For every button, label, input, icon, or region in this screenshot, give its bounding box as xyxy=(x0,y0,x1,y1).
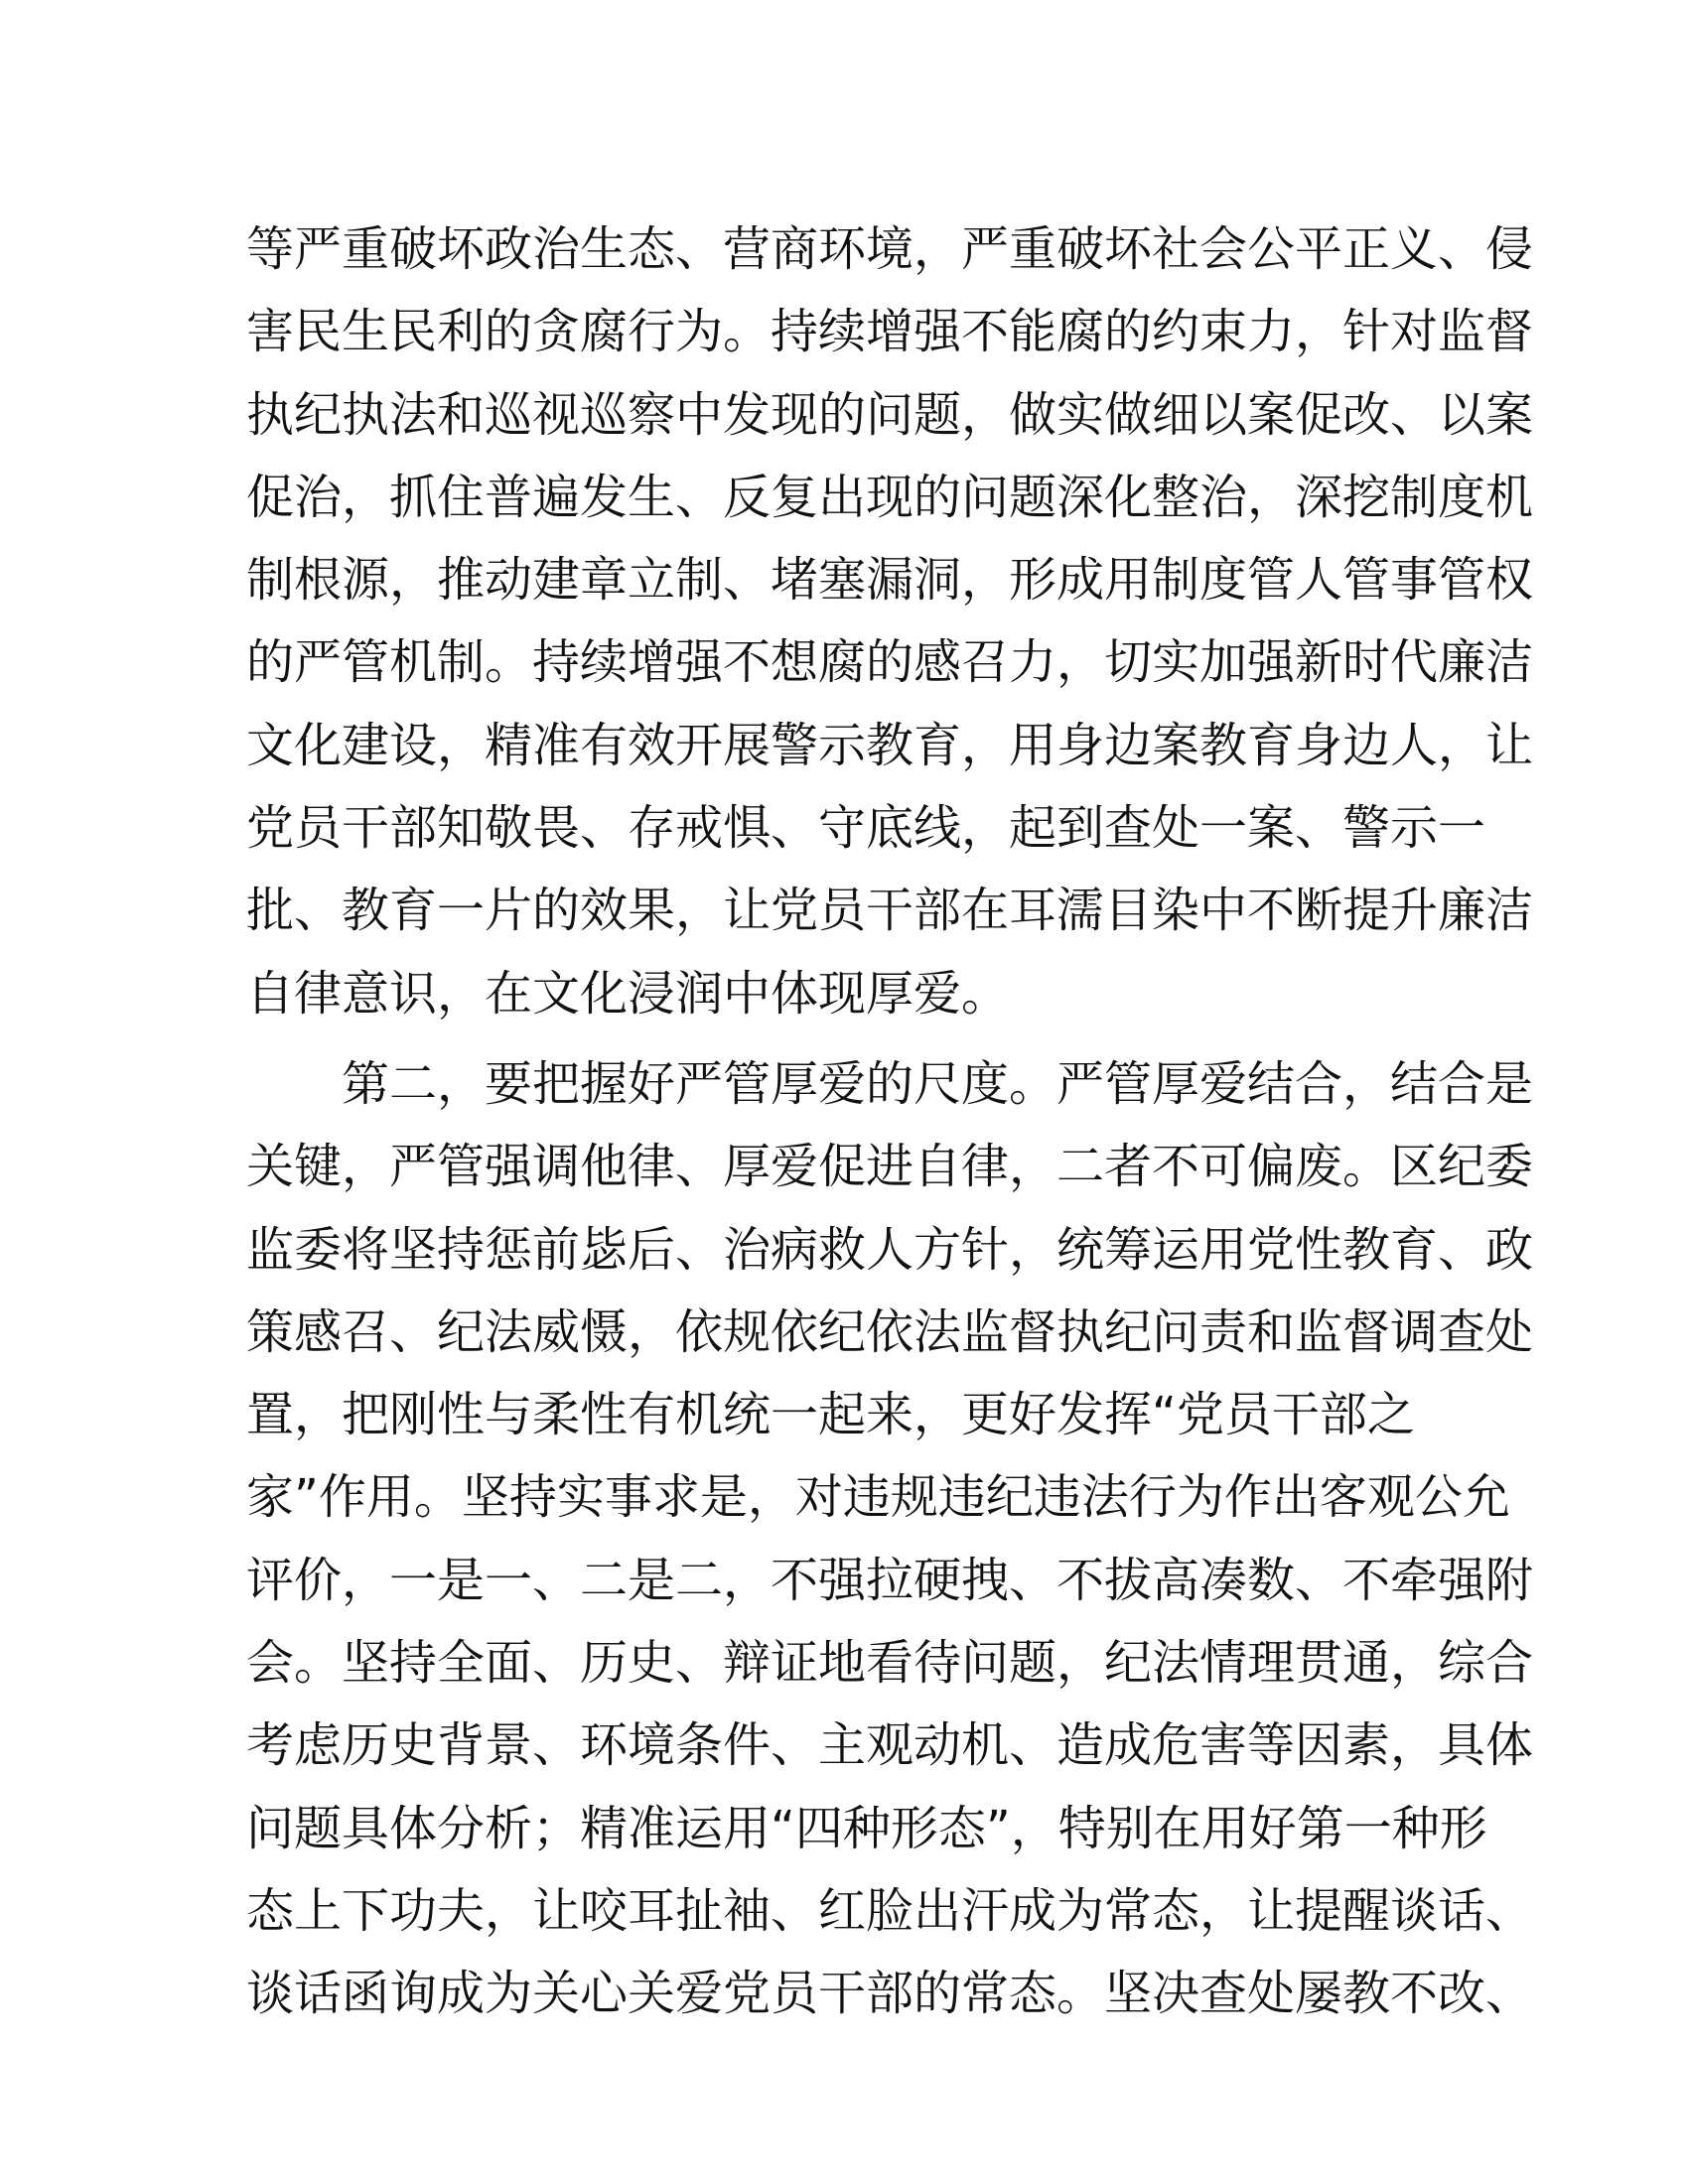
text-line: 害民生民利的贪腐行为。持续增强不能腐的约束力，针对监督 xyxy=(246,304,1534,360)
text-line: 关键，严管强调他律、厚爱促进自律，二者不可偏废。区纪委 xyxy=(246,1139,1534,1195)
text-line: 置，把刚性与柔性有机统一起来，更好发挥“党员干部之 xyxy=(246,1387,1415,1443)
text-line: 问题具体分析；精准运用“四种形态”，特别在用好第一种形 xyxy=(246,1800,1487,1856)
text-line: 会。坚持全面、历史、辩证地看待问题，纪法情理贯通，综合 xyxy=(246,1635,1534,1692)
text-line: 的严管机制。持续增强不想腐的感召力，切实加强新时代廉洁 xyxy=(246,634,1534,691)
text-line: 制根源，推动建章立制、堵塞漏洞，形成用制度管人管事管权 xyxy=(246,552,1534,609)
text-line: 家”作用。坚持实事求是，对违规违纪违法行为作出客观公允 xyxy=(246,1469,1510,1526)
text-line: 评价，一是一、二是二，不强拉硬拽、不拔高凑数、不牵强附 xyxy=(246,1552,1534,1608)
text-line-indented: 第二，要把握好严管厚爱的尺度。严管厚爱结合，结合是 xyxy=(342,1055,1534,1112)
text-line: 谈话函询成为关心关爱党员干部的常态。坚决查处屡教不改、 xyxy=(246,1966,1534,2022)
text-line: 执纪执法和巡视巡察中发现的问题，做实做细以案促改、以案 xyxy=(246,386,1534,443)
text-line: 批、教育一片的效果，让党员干部在耳濡目染中不断提升廉洁 xyxy=(246,883,1534,939)
text-line: 自律意识，在文化浸润中体现厚爱。 xyxy=(246,965,1010,1022)
paragraph-1 xyxy=(246,208,1534,1035)
text-line: 策感召、纪法威慑，依规依纪依法监督执纪问责和监督调查处 xyxy=(246,1303,1534,1360)
body-text xyxy=(246,208,1534,2036)
text-line: 文化建设，精准有效开展警示教育，用身边案教育身边人，让 xyxy=(246,717,1534,773)
text-line: 等严重破坏政治生态、营商环境，严重破坏社会公平正义、侵 xyxy=(246,221,1534,277)
text-line: 监委将坚持惩前毖后、治病救人方针，统筹运用党性教育、政 xyxy=(246,1221,1534,1278)
text-line: 考虑历史背景、环境条件、主观动机、造成危害等因素，具体 xyxy=(246,1717,1534,1774)
text-line: 党员干部知敬畏、存戒惧、守底线，起到查处一案、警示一 xyxy=(246,800,1486,857)
paragraph-2 xyxy=(246,1043,1534,2036)
text-line: 态上下功夫，让咬耳扯袖、红脸出汗成为常态，让提醒谈话、 xyxy=(246,1882,1534,1939)
text-line: 促治，抓住普遍发生、反复出现的问题深化整治，深挖制度机 xyxy=(246,469,1534,525)
